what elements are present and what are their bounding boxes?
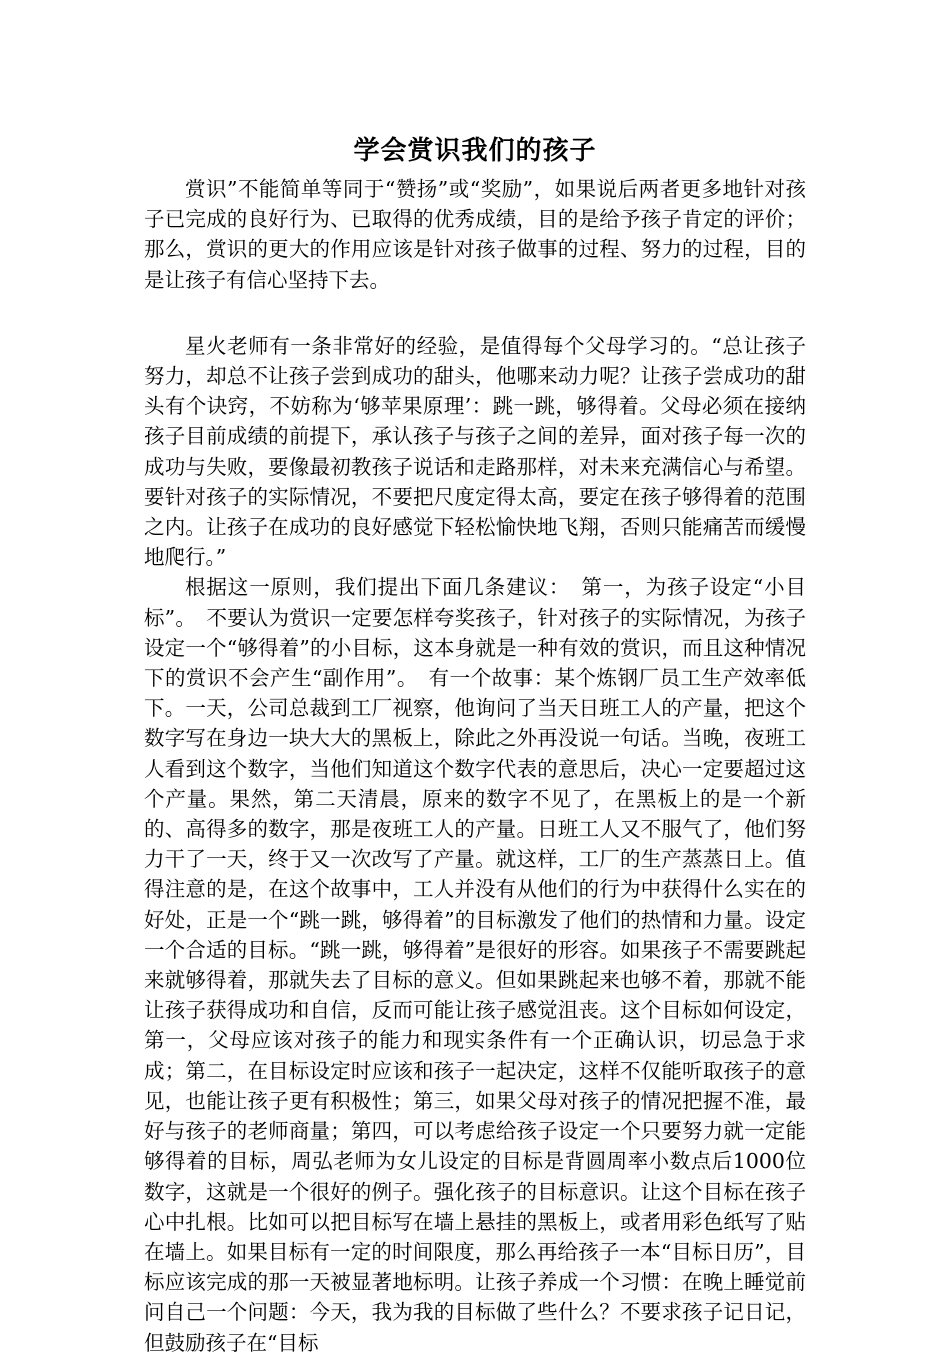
paragraph-suggestions: 根据这一原则，我们提出下面几条建议： 第一，为孩子设定“小目标”。 不要认为赏识一定要怎样夸奖孩子，针对孩子的实际情况，为孩子设定一个“够得着”的小目标，这本身就是一种有效的赏识，而且这种情况下的赏识不会产生“副作用”。 有一个故事：某个炼钢厂员工生产效率低下。一天，公司总裁到工厂视察，他询问了当天日班工人的产量，把这个数字写在身边一块大大的黑板上，除此之外再没说一句话。当晚，夜班工人看到这个数字，当他们知道这个数字代表的意思后，决心一定要超过这个产量。果然，第二天清晨，原来的数字不见了，在黑板上的是一个新的、高得多的数字，那是夜班工人的产量。日班工人又不服气了，他们努力干了一天，终于又一次改写了产量。就这样，工厂的生产蒸蒸日上。值得注意的是，在这个故事中，工人并没有从他们的行为中获得什么实在的好处，正是一个“跳一跳，够得着”的目标激发了他们的热情和力量。设定一个合适的目标。“跳一跳，够得着”是很好的形容。如果孩子不需要跳起来就够得着，那就失去了目标的意义。但如果跳起来也够不着，那就不能让孩子获得成功和自信，反而可能让孩子感觉沮丧。这个目标如何设定，第一，父母应该对孩子的能力和现实条件有一个正确认识，切忌急于求成；第二，在目标设定时应该和孩子一起决定，这样不仅能听取孩子的意见，也能让孩子更有积极性；第三，如果父母对孩子的情况把握不准，最好与孩子的老师商量；第四，可以考虑给孩子设定一个只要努力就一定能够得着的目标，周弘老师为女儿设定的目标是背圆周率小数点后1000位数字，这就是一个很好的例子。强化孩子的目标意识。让这个目标在孩子心中扎根。比如可以把目标写在墙上悬挂的黑板上，或者用彩色纸写了贴在墙上。如果目标有一定的时间限度，那么再给孩子一本“目标日历”，目标应该完成的那一天被显著地标明。让孩子养成一个习惯：在晚上睡觉前问自己一个问题：今天，我为我的目标做了些什么？不要求孩子记日记，但鼓励孩子在“目标 — [144, 575, 806, 1355]
document-title: 学会赏识我们的孩子 — [353, 136, 597, 166]
paragraph-apple-principle: 星火老师有一条非常好的经验，是值得每个父母学习的。“总让孩子努力，却总不让孩子尝到成功的甜头，他哪来动力呢？让孩子尝成功的甜头有个诀窍，不妨称为‘够苹果原理’：跳一跳，够得着。父母必须在接纳孩子目前成绩的前提下，承认孩子与孩子之间的差异，面对孩子每一次的成功与失败，要像最初教孩子说话和走路那样，对未来充满信心与希望。要针对孩子的实际情况，不要把尺度定得太高，要定在孩子够得着的范围之内。让孩子在成功的良好感觉下轻松愉快地飞翔，否则只能痛苦而缓慢地爬行。” — [144, 333, 806, 570]
paragraph-appreciation-definition: 赏识”不能简单等同于“赞扬”或“奖励”，如果说后两者更多地针对孩子已完成的良好行为、已取得的优秀成绩，目的是给予孩子肯定的评价；那么，赏识的更大的作用应该是针对孩子做事的过程、努力的过程，目的是让孩子有信心坚持下去。 — [144, 177, 806, 292]
document-page — [144, 130, 806, 1358]
paragraph-spacer — [144, 295, 806, 331]
